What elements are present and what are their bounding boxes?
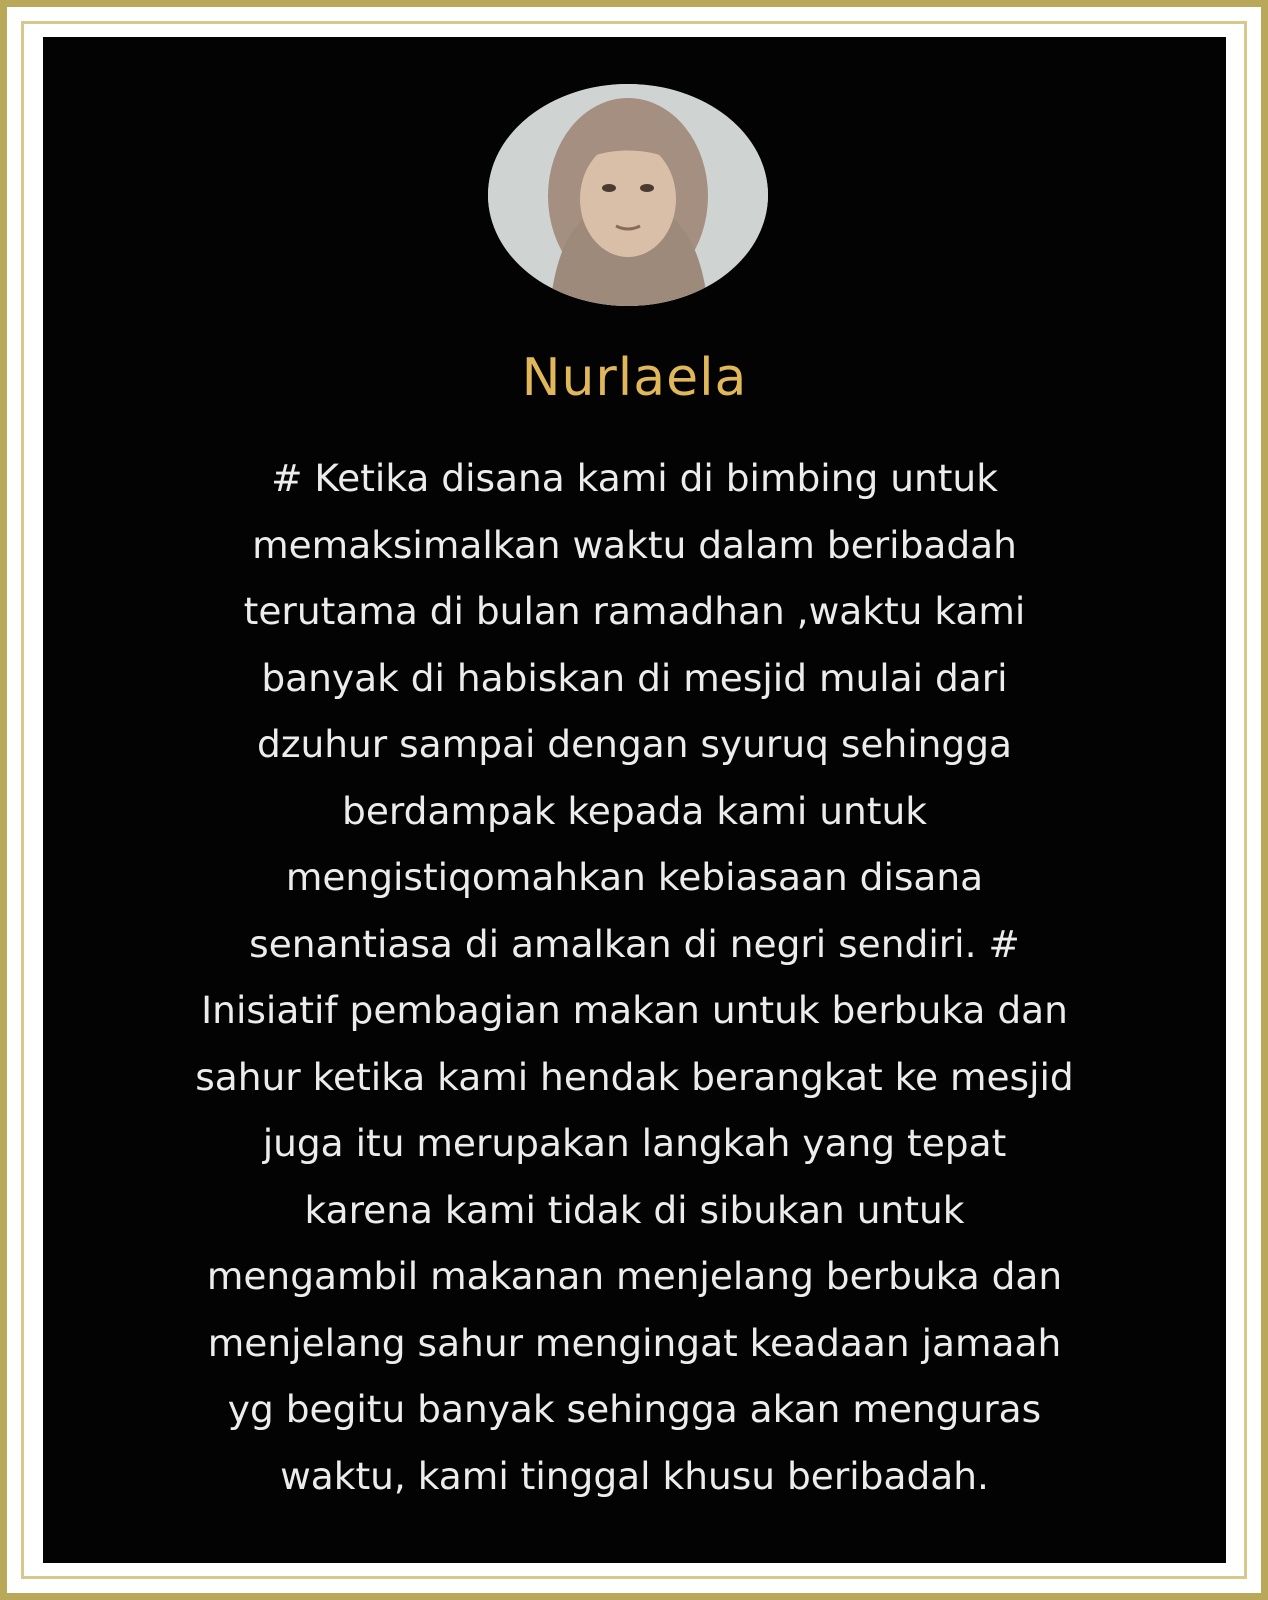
testimony-line: yg begitu banyak sehingga akan menguras: [227, 1387, 1042, 1431]
testimony-line: terutama di bulan ramadhan ,waktu kami: [243, 589, 1026, 633]
testimony-line: banyak di habiskan di mesjid mulai dari: [261, 655, 1008, 700]
testimony-line: juga itu merupakan langkah yang tepat: [262, 1121, 1007, 1165]
testimony-line: dzuhur sampai dengan syuruq sehingga: [257, 722, 1012, 766]
testimonial-card: [43, 37, 1226, 1563]
testimony-line: berdampak kepada kami untuk: [342, 788, 927, 833]
testimony-line: mengistiqomahkan kebiasaan disana: [285, 855, 984, 899]
testimony-line: Inisiatif pembagian makan untuk berbuka dan: [201, 988, 1068, 1032]
testimony-line: waktu, kami tinggal khusu beribadah.: [280, 1453, 989, 1498]
testimony-line: karena kami tidak di sibukan untuk: [304, 1187, 965, 1232]
testimony-text: [65, 445, 1204, 1509]
testimony-line: mengambil makanan menjelang berbuka dan: [206, 1254, 1063, 1298]
avatar: [488, 84, 768, 306]
testimony-line: menjelang sahur mengingat keadaan jamaah: [207, 1320, 1062, 1365]
person-name: Nurlaela: [521, 348, 748, 408]
testimony-line: senantiasa di amalkan di negri sendiri. #: [249, 921, 1020, 966]
testimony-line: memaksimalkan waktu dalam beribadah: [252, 522, 1017, 567]
testimony-line: # Ketika disana kami di bimbing untuk: [271, 456, 998, 500]
person-photo-icon: [488, 84, 768, 306]
testimony-line: sahur ketika kami hendak berangkat ke mesjid: [195, 1054, 1074, 1099]
